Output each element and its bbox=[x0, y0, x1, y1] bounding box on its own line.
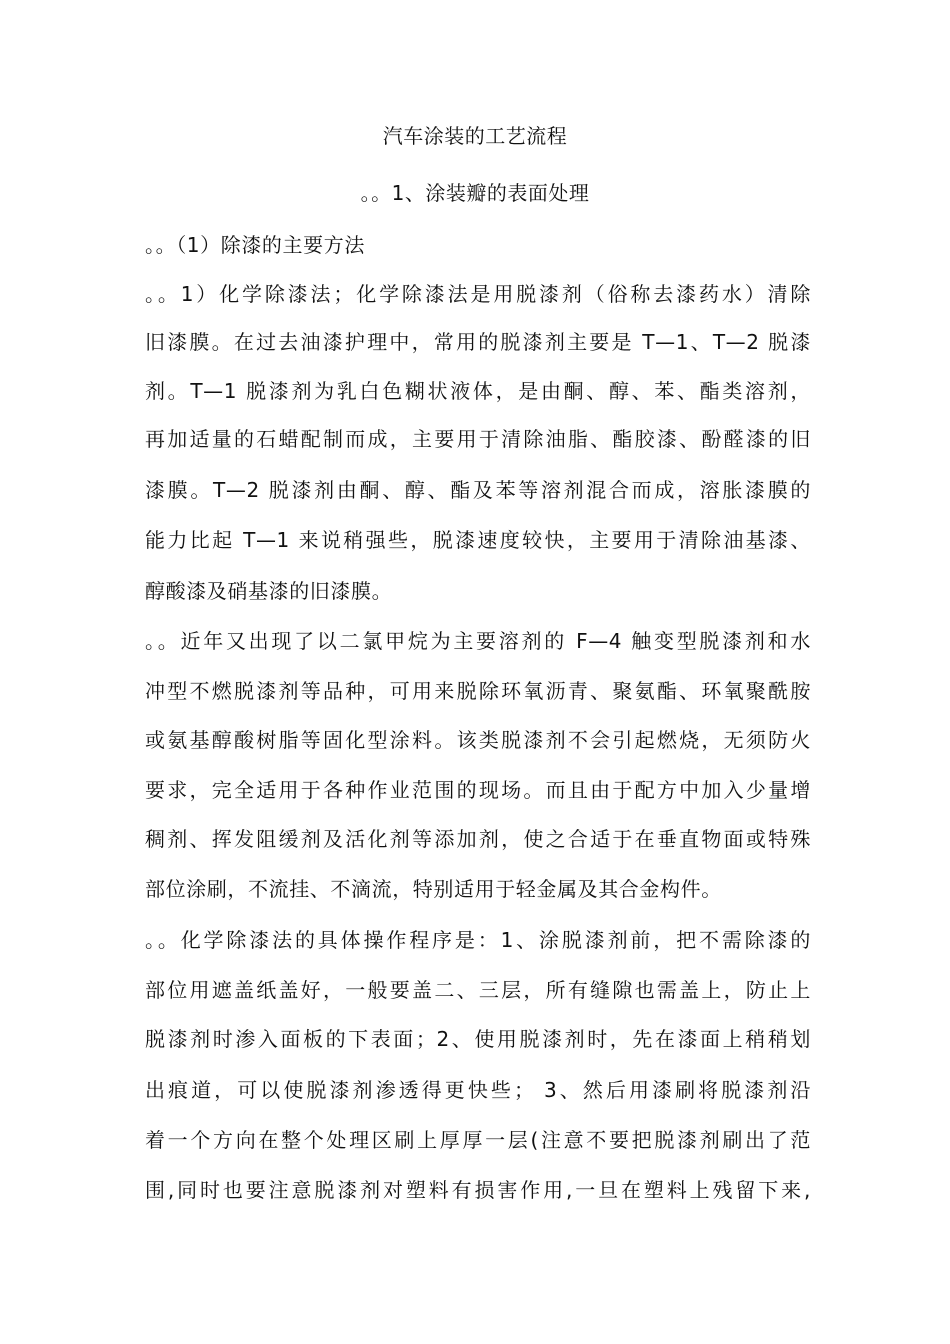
paragraph-line: 部位用遮盖纸盖好，一般要盖二、三层，所有缝隙也需盖上，防止上 bbox=[145, 978, 811, 1002]
paragraph-line: 冲型不燃脱漆剂等品种，可用来脱除环氧沥青、聚氨酯、环氧聚酰胺 bbox=[145, 679, 811, 703]
paragraph-line: 剂。T—1 脱漆剂为乳白色糊状液体，是由酮、醇、苯、酯类溶剂， bbox=[145, 379, 811, 403]
subsection-heading: 。。（1）除漆的主要方法 bbox=[145, 233, 365, 257]
paragraph-line: 部位涂刷，不流挂、不滴流，特别适用于轻金属及其合金构件。 bbox=[145, 877, 722, 901]
paragraph-line: 醇酸漆及硝基漆的旧漆膜。 bbox=[145, 579, 393, 603]
paragraph-line: 能力比起 T—1 来说稍强些，脱漆速度较快，主要用于清除油基漆、 bbox=[145, 528, 811, 552]
paragraph-line: 漆膜。T—2 脱漆剂由酮、醇、酯及苯等溶剂混合而成，溶胀漆膜的 bbox=[145, 478, 811, 502]
paragraph-line: 再加适量的石蜡配制而成，主要用于清除油脂、酯胶漆、酚醛漆的旧 bbox=[145, 427, 811, 451]
paragraph-line: 稠剂、挥发阻缓剂及活化剂等添加剂，使之合适于在垂直物面或特殊 bbox=[145, 827, 811, 851]
paragraph-line: 。。近年又出现了以二氯甲烷为主要溶剂的 F—4 触变型脱漆剂和水 bbox=[145, 629, 811, 653]
paragraph-line: 。。1）化学除漆法；化学除漆法是用脱漆剂（俗称去漆药水）清除 bbox=[145, 282, 811, 306]
paragraph-line: 旧漆膜。在过去油漆护理中，常用的脱漆剂主要是 T—1、T—2 脱漆 bbox=[145, 330, 811, 354]
document-title: 汽车涂装的工艺流程 bbox=[382, 124, 568, 148]
paragraph-line: 着一个方向在整个处理区刷上厚厚一层(注意不要把脱漆剂刷出了范 bbox=[145, 1128, 811, 1152]
paragraph-line: 脱漆剂时渗入面板的下表面；2、使用脱漆剂时，先在漆面上稍稍划 bbox=[145, 1027, 811, 1051]
paragraph-line: 。。化学除漆法的具体操作程序是：1、涂脱漆剂前，把不需除漆的 bbox=[145, 928, 811, 952]
paragraph-line: 出痕道，可以使脱漆剂渗透得更快些； 3、然后用漆刷将脱漆剂沿 bbox=[145, 1078, 811, 1102]
paragraph-line: 围,同时也要注意脱漆剂对塑料有损害作用,一旦在塑料上残留下来, bbox=[145, 1178, 811, 1202]
paragraph-line: 或氨基醇酸树脂等固化型涂料。该类脱漆剂不会引起燃烧，无须防火 bbox=[145, 728, 811, 752]
paragraph-line: 要求，完全适用于各种作业范围的现场。而且由于配方中加入少量增 bbox=[145, 778, 811, 802]
section-heading: 。。1、涂装瓣的表面处理 bbox=[360, 181, 590, 205]
